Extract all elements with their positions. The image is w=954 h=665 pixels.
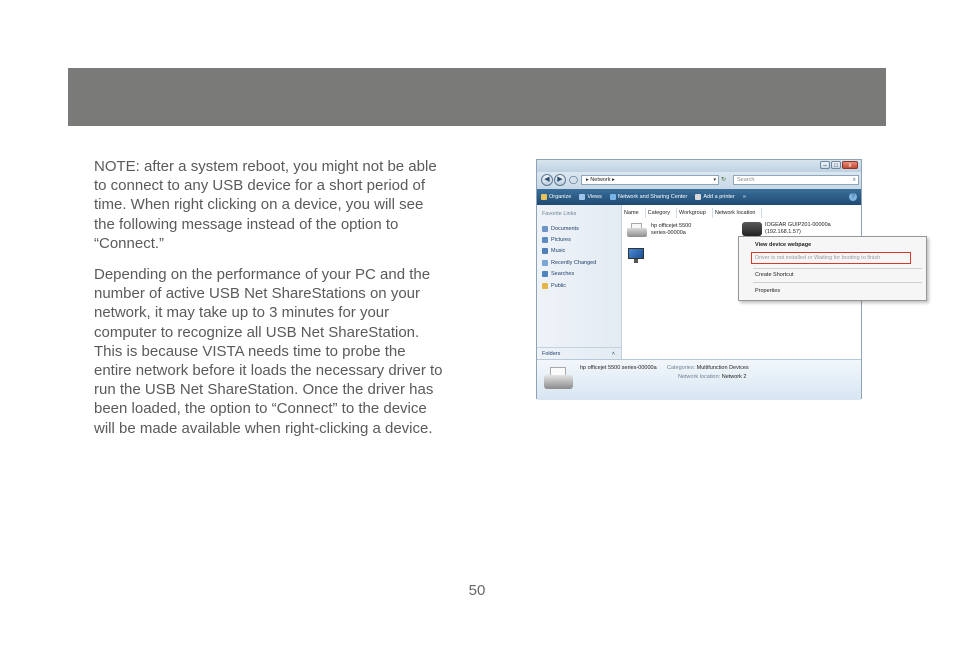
music-icon <box>542 248 548 254</box>
column-name[interactable]: Name <box>622 208 646 218</box>
nav-item-searches[interactable]: Searches <box>542 269 596 280</box>
views-icon <box>579 194 585 200</box>
nav-item-public[interactable]: Public <box>542 280 596 291</box>
views-button[interactable]: Views <box>575 194 606 200</box>
nav-item-music[interactable]: Music <box>542 246 596 257</box>
printer-name-line2: series-00000a <box>651 229 686 236</box>
column-network-location[interactable]: Network location <box>713 208 763 218</box>
details-device-name: hp officejet 5500 series-00000a <box>580 365 657 371</box>
details-categories: Categories: Multifunction Devices <box>667 365 749 371</box>
network-sharing-center-button[interactable]: Network and Sharing Center <box>606 194 691 200</box>
organize-icon <box>541 194 547 200</box>
header-bar <box>68 68 886 126</box>
menu-item-properties[interactable]: Properties <box>755 288 781 294</box>
add-printer-button[interactable]: Add a printer <box>691 194 739 200</box>
public-folder-icon <box>542 283 548 289</box>
search-input[interactable] <box>733 175 859 185</box>
title-bar <box>537 160 861 172</box>
details-network-location: Network location: Network 2 <box>678 374 747 380</box>
device-item-iogear[interactable] <box>742 222 831 236</box>
computer-icon <box>626 248 646 264</box>
close-button[interactable]: x <box>842 161 858 169</box>
device-server-icon <box>742 222 762 236</box>
favorite-links-list <box>542 223 596 291</box>
minimize-button[interactable]: – <box>820 161 830 169</box>
search-placeholder: Search <box>737 177 755 183</box>
folders-toggle[interactable]: Folders ˄ <box>537 347 621 359</box>
menu-separator <box>753 268 922 269</box>
nav-item-pictures[interactable]: Pictures <box>542 234 596 245</box>
printer-icon <box>626 223 648 239</box>
recently-changed-icon <box>542 260 548 266</box>
printer-icon <box>543 366 575 392</box>
network-icon: ◯ <box>569 175 578 184</box>
explorer-window-screenshot <box>536 159 881 399</box>
column-category[interactable]: Category <box>646 208 677 218</box>
pictures-icon <box>542 237 548 243</box>
command-bar <box>537 189 861 205</box>
printer-icon <box>695 194 701 200</box>
nav-item-recently-changed[interactable]: Recently Changed <box>542 257 596 268</box>
refresh-icon[interactable]: ↻ <box>721 177 727 183</box>
device-item-printer[interactable] <box>626 223 691 239</box>
printer-name: hp officejet 5500 <box>651 223 692 229</box>
column-workgroup[interactable]: Workgroup <box>677 208 713 218</box>
menu-item-create-shortcut[interactable]: Create Shortcut <box>755 272 794 278</box>
menu-item-view-device-webpage[interactable]: View device webpage <box>755 242 812 248</box>
maximize-button[interactable]: □ <box>831 161 841 169</box>
iogear-name: IOGEAR GUIP201-00000a <box>765 222 831 228</box>
address-text: ▸ Network ▸ <box>586 177 615 183</box>
favorite-links-header: Favorite Links <box>542 211 577 217</box>
forward-button[interactable]: ▶ <box>554 174 566 186</box>
searches-icon <box>542 271 548 277</box>
nav-item-documents[interactable]: Documents <box>542 223 596 234</box>
more-commands-button[interactable]: » <box>742 194 746 200</box>
menu-separator <box>753 282 922 283</box>
context-menu <box>738 236 927 301</box>
organize-button[interactable]: Organize <box>537 194 575 200</box>
page-number: 50 <box>468 582 486 599</box>
address-row <box>537 172 861 189</box>
menu-item-driver-not-installed: Driver is not installed or Waiting for booting to finish <box>751 252 911 264</box>
documents-icon <box>542 226 548 232</box>
sharing-icon <box>610 194 616 200</box>
body-text <box>94 157 446 450</box>
iogear-ip: (192.168.1.57) <box>765 228 801 235</box>
address-bar[interactable] <box>581 175 719 185</box>
back-button[interactable]: ◀ <box>541 174 553 186</box>
device-item-computer[interactable] <box>626 248 646 264</box>
chevron-up-icon: ˄ <box>611 351 615 357</box>
explanation-paragraph: Depending on the performance of your PC and the number of active USB Net ShareStations on your network, it may take up to 3 minutes for your computer to recognize all USB Net ShareStation. This is because VISTA needs time to probe the entire network before it loads the necessary driver to run the USB Net ShareStation. Once the driver has been loaded, the option to “Connect” to the device will be made available when right-clicking a device. <box>94 266 443 437</box>
details-pane <box>537 359 861 400</box>
column-headers <box>622 208 762 218</box>
chevron-down-icon[interactable]: ▾ <box>713 177 716 183</box>
note-paragraph: NOTE: after a system reboot, you might not be able to connect to any USB device for a short period of time. When right clicking on a device, you will see the following message instead of the option to “Connect.” <box>94 158 437 252</box>
help-icon[interactable]: ? <box>849 193 857 201</box>
navigation-pane <box>537 205 622 359</box>
search-icon[interactable]: ⌕ <box>852 177 856 183</box>
